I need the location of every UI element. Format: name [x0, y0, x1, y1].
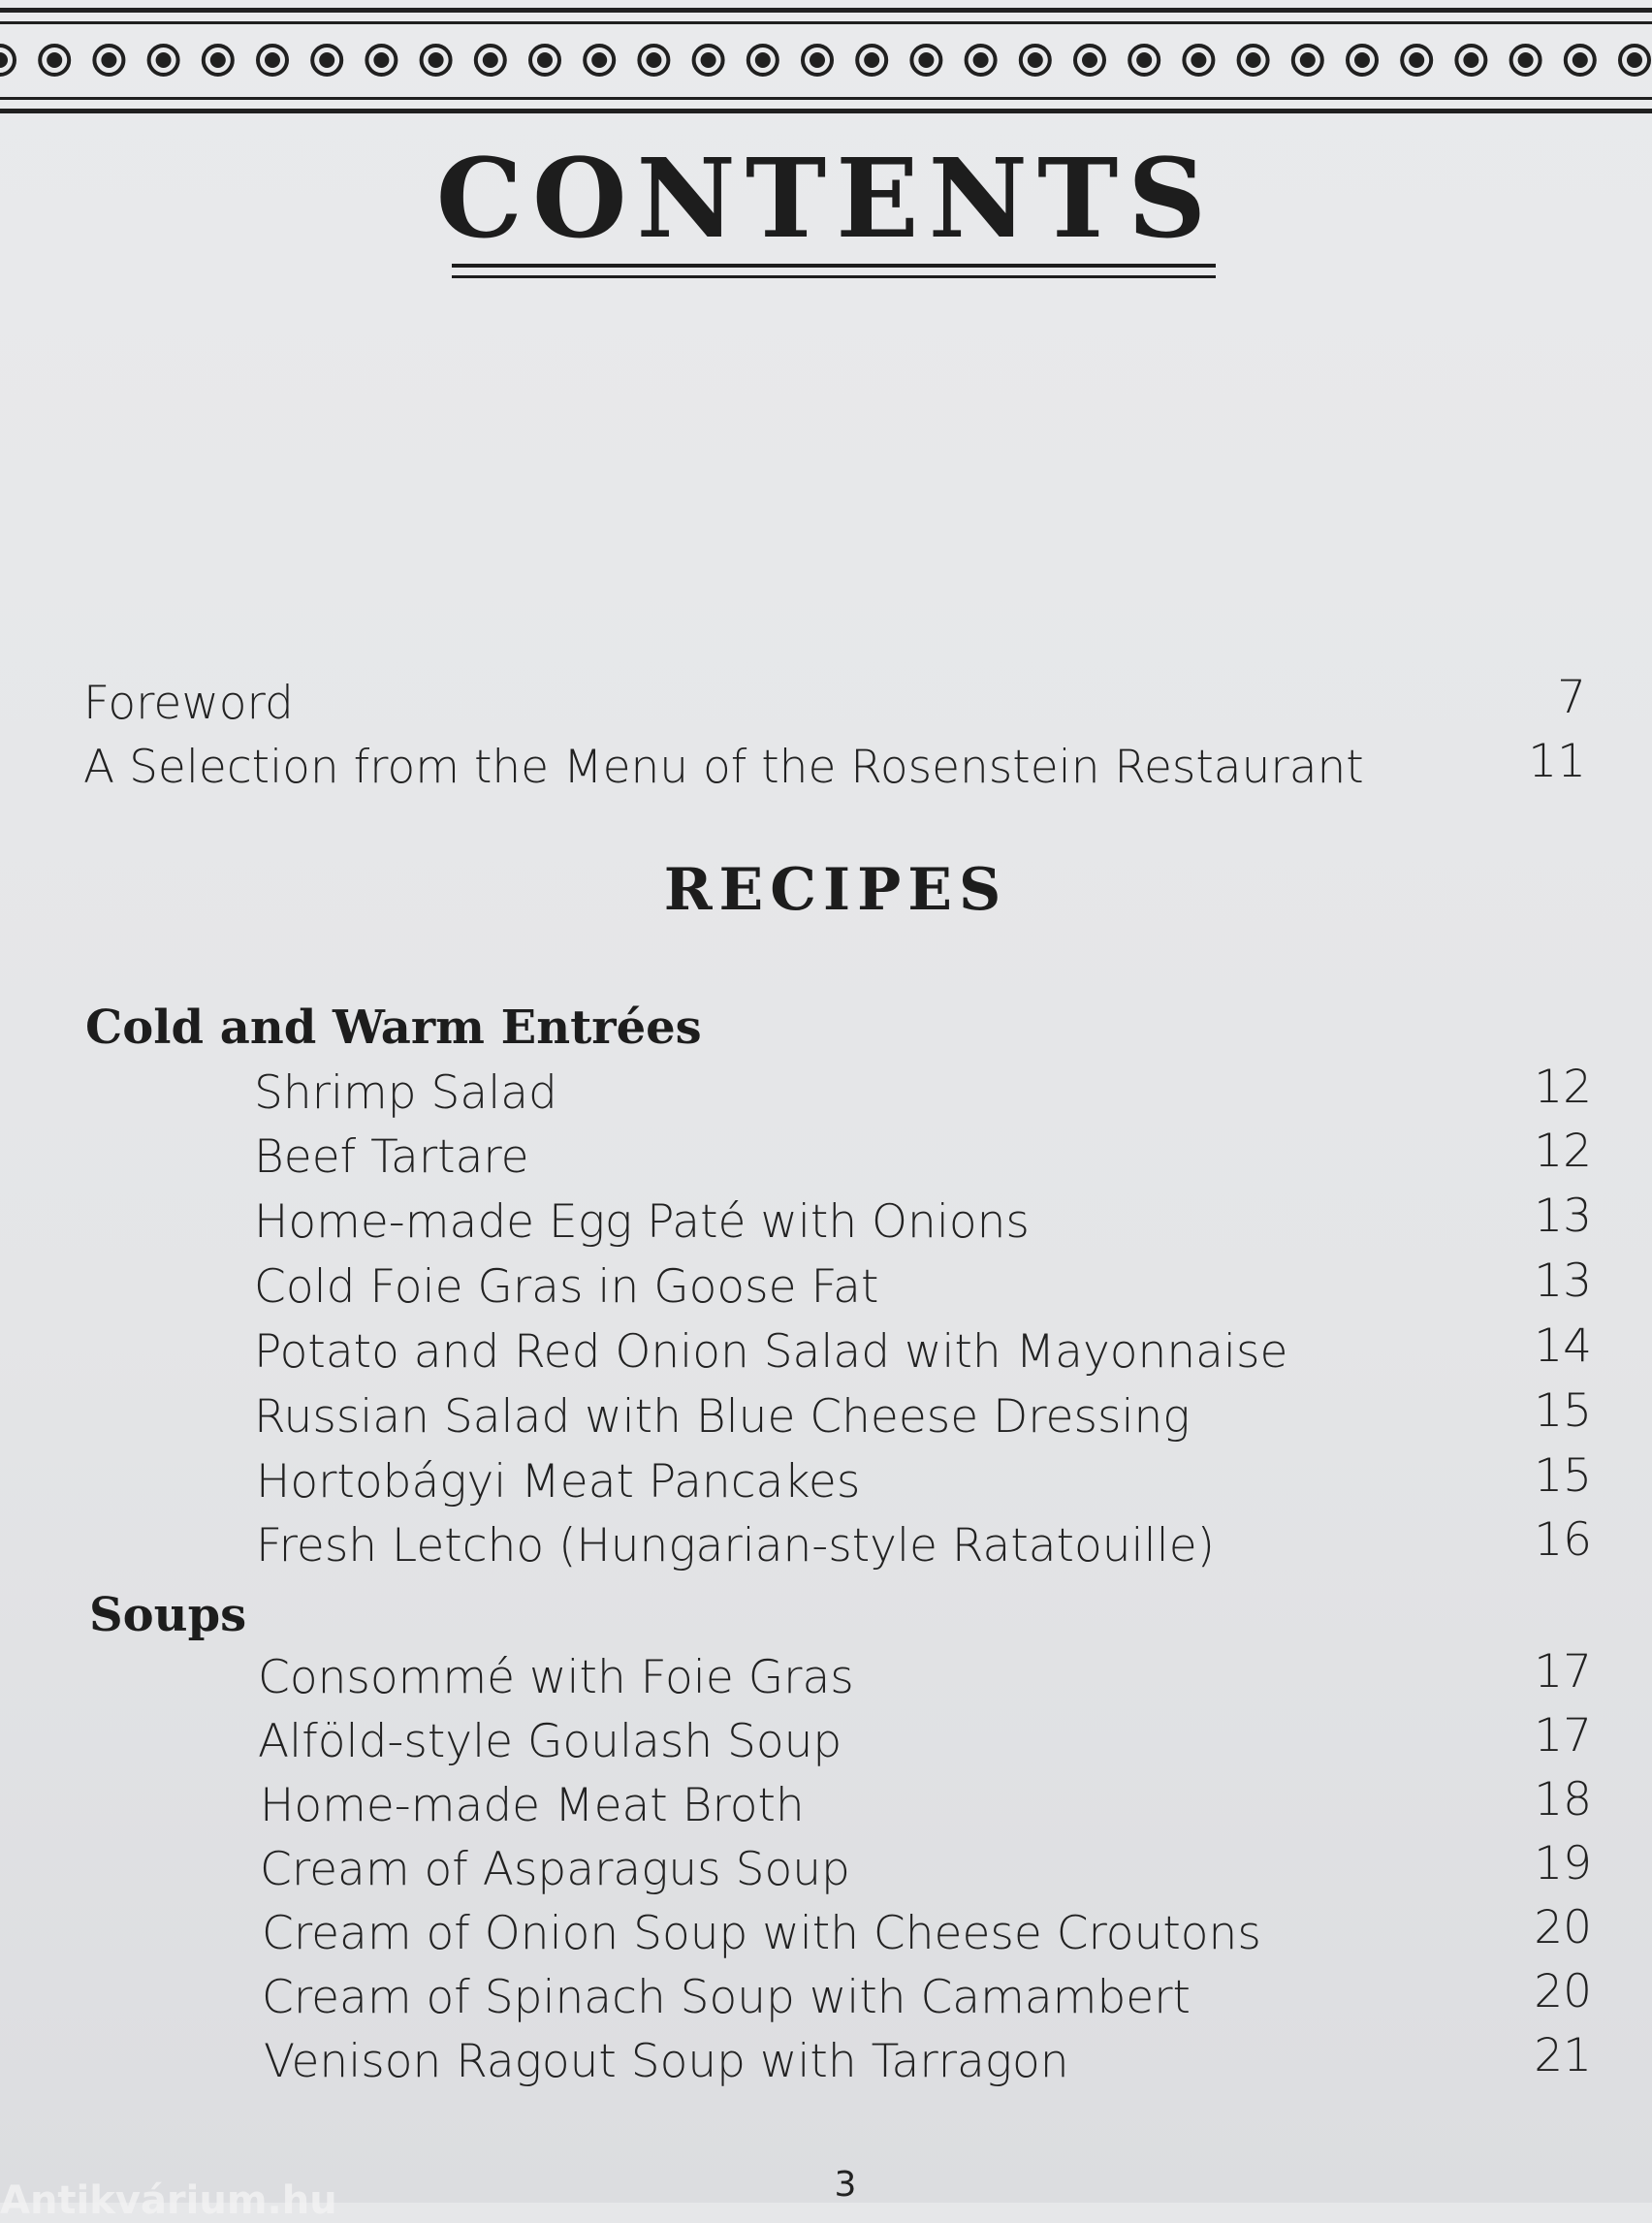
- ornament-circle: [0, 46, 15, 75]
- title-underline: [452, 275, 1216, 278]
- ornament-circle: [149, 46, 178, 75]
- toc-entry[interactable]: Beef Tartare: [254, 1130, 529, 1184]
- toc-entry[interactable]: Venison Ragout Soup with Tarragon: [264, 2035, 1069, 2088]
- toc-page-number: 16: [1534, 1513, 1592, 1567]
- toc-page-number: 13: [1534, 1190, 1592, 1243]
- ornament-circle: [1021, 46, 1050, 75]
- circle-ornament-row: [0, 43, 1652, 78]
- toc-entry[interactable]: Cream of Spinach Soup with Camambert: [262, 1971, 1191, 2024]
- ornament-circle: [748, 46, 778, 75]
- toc-entry[interactable]: Potato and Red Onion Salad with Mayonnaise: [254, 1325, 1288, 1379]
- toc-entry[interactable]: Shrimp Salad: [254, 1066, 557, 1120]
- ornament-circle: [585, 46, 614, 75]
- decorative-border: [0, 0, 1652, 126]
- toc-page-number: 11: [1528, 735, 1586, 788]
- toc-page-number: 21: [1534, 2029, 1592, 2082]
- toc-entry[interactable]: Consommé with Foie Gras: [258, 1651, 854, 1704]
- ornament-circle: [94, 46, 123, 75]
- toc-page-number: 20: [1534, 1965, 1592, 2018]
- ornament-circle: [1511, 46, 1541, 75]
- border-rule: [0, 21, 1652, 24]
- toc-entry[interactable]: Fresh Letcho (Hungarian-style Ratatouille): [256, 1519, 1215, 1572]
- recipes-heading: RECIPES: [663, 856, 1008, 924]
- toc-page-number: 17: [1534, 1709, 1592, 1763]
- ornament-circle: [40, 46, 69, 75]
- page-number: 3: [834, 2165, 857, 2205]
- section-heading-entrees: Cold and Warm Entrées: [85, 1000, 702, 1055]
- toc-page-number: 15: [1534, 1449, 1592, 1503]
- toc-entry[interactable]: Alföld-style Goulash Soup: [258, 1715, 842, 1768]
- toc-page-number: 12: [1534, 1125, 1592, 1178]
- toc-page-number: 18: [1534, 1773, 1592, 1826]
- ornament-circle: [1348, 46, 1377, 75]
- toc-entry[interactable]: Home-made Egg Paté with Onions: [254, 1195, 1030, 1249]
- ornament-circle: [1239, 46, 1268, 75]
- ornament-circle: [803, 46, 832, 75]
- toc-entry[interactable]: Cream of Asparagus Soup: [260, 1843, 850, 1896]
- border-rule: [0, 97, 1652, 100]
- toc-entry[interactable]: Home-made Meat Broth: [260, 1779, 805, 1832]
- toc-entry-menu-selection[interactable]: A Selection from the Menu of the Rosenstein Restaurant: [83, 741, 1364, 794]
- toc-entry-foreword[interactable]: Foreword: [83, 677, 294, 730]
- toc-page-number: 17: [1534, 1645, 1592, 1699]
- toc-entry[interactable]: Cream of Onion Soup with Cheese Croutons: [262, 1907, 1261, 1960]
- toc-page-number: 13: [1534, 1254, 1592, 1308]
- title-underline: [452, 264, 1216, 268]
- ornament-circle: [694, 46, 723, 75]
- ornament-circle: [1075, 46, 1104, 75]
- ornament-circle: [1402, 46, 1431, 75]
- ornament-circle: [1293, 46, 1322, 75]
- section-heading-soups: Soups: [89, 1588, 247, 1642]
- ornament-circle: [530, 46, 559, 75]
- toc-page-number: 12: [1534, 1061, 1592, 1114]
- toc-entry[interactable]: Cold Foie Gras in Goose Fat: [254, 1260, 879, 1314]
- border-rule: [0, 8, 1652, 13]
- ornament-circle: [422, 46, 451, 75]
- toc-page-number: 20: [1534, 1901, 1592, 1954]
- ornament-circle: [639, 46, 668, 75]
- ornament-circle: [967, 46, 996, 75]
- watermark: Antikvárium.hu: [0, 2178, 337, 2223]
- ornament-circle: [857, 46, 886, 75]
- page-title: CONTENTS: [435, 136, 1217, 263]
- toc-entry[interactable]: Hortobágyi Meat Pancakes: [256, 1455, 861, 1508]
- ornament-circle: [911, 46, 940, 75]
- ornament-circle: [204, 46, 233, 75]
- toc-page-number: 14: [1534, 1319, 1592, 1373]
- ornament-circle: [1129, 46, 1159, 75]
- border-rule: [0, 109, 1652, 113]
- toc-page-number: 15: [1534, 1384, 1592, 1438]
- ornament-circle: [1184, 46, 1213, 75]
- toc-entry[interactable]: Russian Salad with Blue Cheese Dressing: [254, 1390, 1191, 1444]
- ornament-circle: [476, 46, 505, 75]
- toc-page-number: 19: [1534, 1837, 1592, 1890]
- ornament-circle: [1456, 46, 1485, 75]
- toc-page-number: 7: [1557, 671, 1586, 724]
- ornament-circle: [258, 46, 287, 75]
- ornament-circle: [366, 46, 396, 75]
- ornament-circle: [1620, 46, 1649, 75]
- ornament-circle: [1566, 46, 1595, 75]
- ornament-circle: [312, 46, 341, 75]
